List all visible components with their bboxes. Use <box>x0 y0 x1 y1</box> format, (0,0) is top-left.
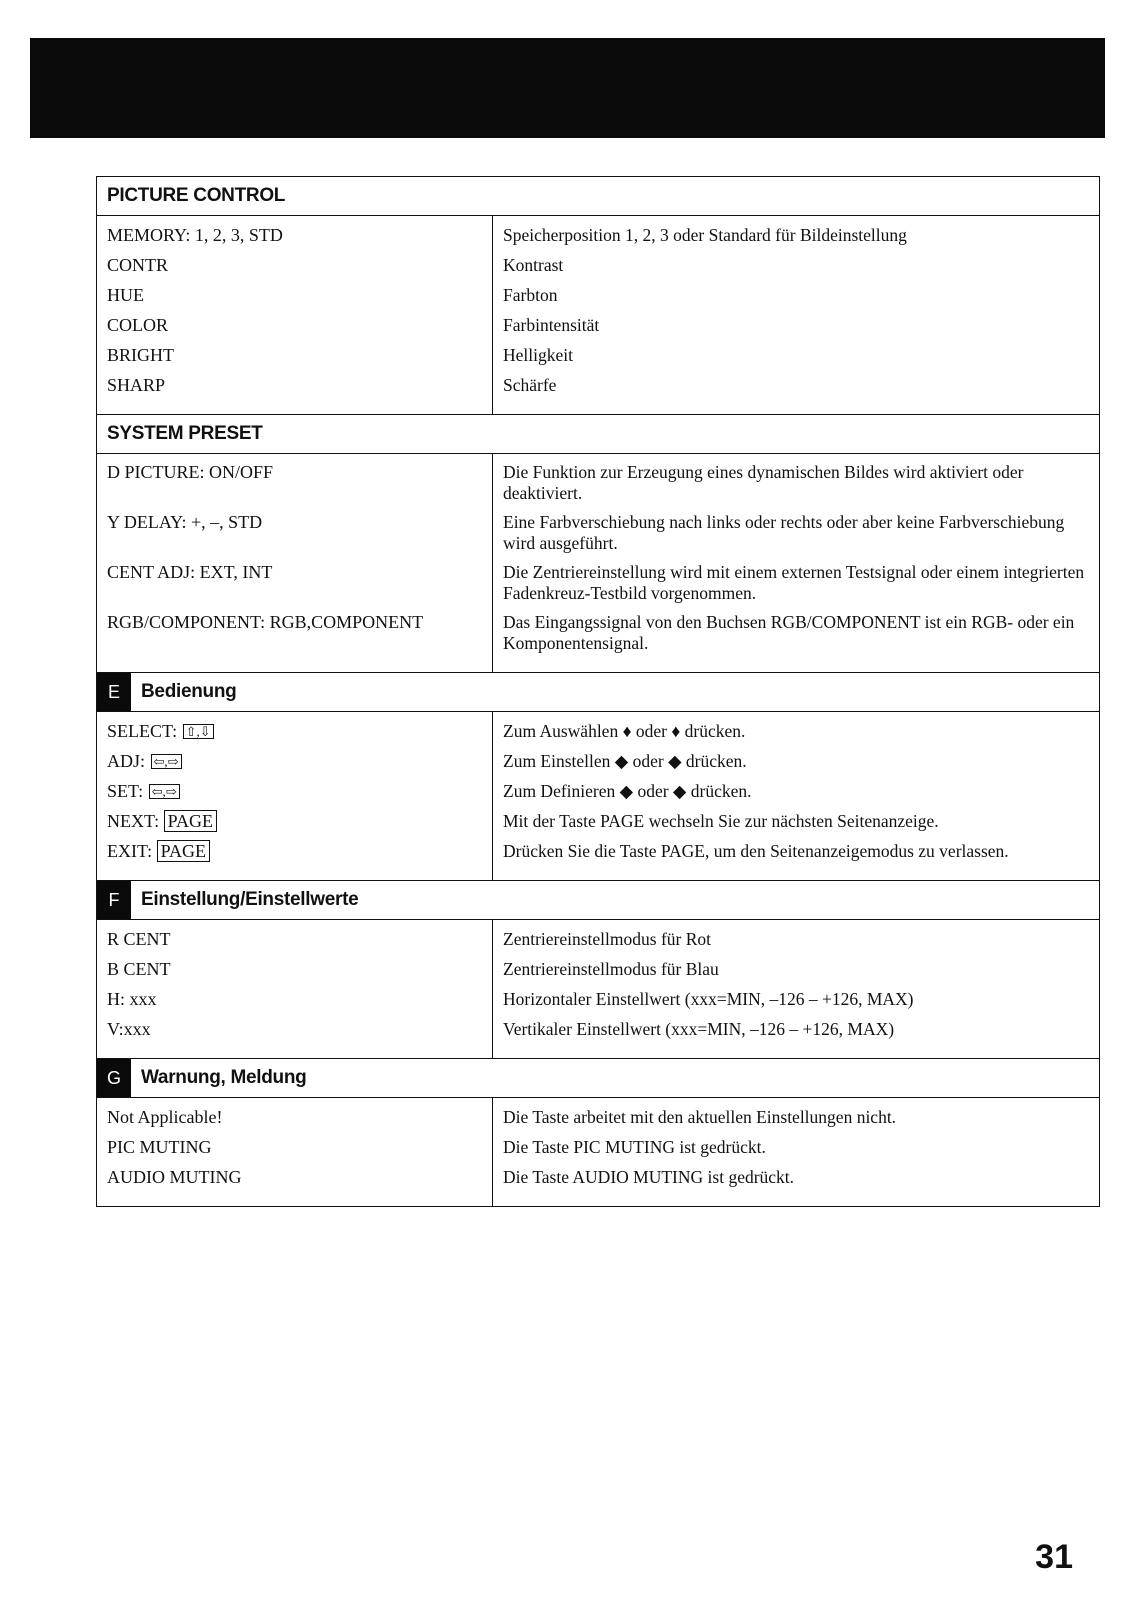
row-description: Helligkeit <box>503 345 573 365</box>
row-description: Das Eingangssignal von den Buchsen RGB/COMPONENT ist ein RGB- oder ein Komponentensignal. <box>503 612 1075 653</box>
row-description: Schärfe <box>503 375 557 395</box>
section-title: Warnung, Meldung <box>141 1067 307 1088</box>
left-right-keys-icon: ⇦,⇨ <box>151 754 182 769</box>
section-title: Bedienung <box>141 681 237 702</box>
manual-table <box>96 176 1100 1207</box>
row-description: Kontrast <box>503 255 564 275</box>
row-label: COLOR <box>107 315 169 335</box>
row-label <box>107 720 492 750</box>
page-key-icon: PAGE <box>157 840 210 862</box>
section-title: SYSTEM PRESET <box>107 423 263 444</box>
row-label: HUE <box>107 285 144 305</box>
row-label <box>107 840 492 870</box>
description-column <box>493 454 1099 672</box>
row-description: Zum Einstellen ◆ oder ◆ drücken. <box>503 751 747 771</box>
section-letter: G <box>97 1059 131 1097</box>
row-label: D PICTURE: ON/OFF <box>107 462 274 482</box>
section-rows <box>97 454 1099 672</box>
row-description: Farbintensität <box>503 315 600 335</box>
description-column <box>493 920 1099 1058</box>
row-label-text: ADJ: <box>107 751 146 771</box>
left-right-keys-icon: ⇦,⇨ <box>149 784 180 799</box>
row-description: Speicherposition 1, 2, 3 oder Standard für Bildeinstellung <box>503 225 907 245</box>
section-letter: E <box>97 673 131 711</box>
label-column <box>97 216 493 414</box>
row-description: Mit der Taste PAGE wechseln Sie zur nächsten Seitenanzeige. <box>503 811 939 831</box>
row-label: R CENT <box>107 929 171 949</box>
section-picture-control <box>96 176 1100 414</box>
page-number: 31 <box>1035 1538 1073 1576</box>
row-description: Farbton <box>503 285 558 305</box>
row-label-text: EXIT: <box>107 841 153 861</box>
row-label: H: xxx <box>107 989 157 1009</box>
row-label: BRIGHT <box>107 345 174 365</box>
row-label: Not Applicable! <box>107 1107 223 1127</box>
section-bedienung <box>96 672 1100 880</box>
row-description: Die Zentriereinstellung wird mit einem externen Testsignal oder einem integrierten Fadenkreuz-Testbild vorgenommen. <box>503 562 1085 603</box>
row-description: Eine Farbverschiebung nach links oder rechts oder aber keine Farbverschiebung wird ausgeführt. <box>503 512 1065 553</box>
row-label-text: NEXT: <box>107 811 160 831</box>
section-header <box>97 177 1099 216</box>
row-label: Y DELAY: +, –, STD <box>107 512 263 532</box>
row-label <box>107 780 492 810</box>
description-column <box>493 1098 1099 1206</box>
row-label: RGB/COMPONENT: RGB,COMPONENT <box>107 612 424 632</box>
section-einstellung <box>96 880 1100 1058</box>
row-description: Drücken Sie die Taste PAGE, um den Seitenanzeigemodus zu verlassen. <box>503 841 1009 861</box>
section-header <box>97 673 1099 712</box>
section-rows <box>97 920 1099 1058</box>
section-header <box>97 881 1099 920</box>
description-column <box>493 712 1099 880</box>
label-column <box>97 920 493 1058</box>
section-rows <box>97 712 1099 880</box>
row-label: PIC MUTING <box>107 1137 212 1157</box>
section-system-preset <box>96 414 1100 672</box>
row-description: Zentriereinstellmodus für Blau <box>503 959 719 979</box>
row-label <box>107 810 492 840</box>
header-bar <box>30 38 1105 138</box>
row-label: AUDIO MUTING <box>107 1167 242 1187</box>
description-column <box>493 216 1099 414</box>
row-label-text: SELECT: <box>107 721 178 741</box>
section-rows <box>97 1098 1099 1206</box>
row-description: Die Funktion zur Erzeugung eines dynamischen Bildes wird aktiviert oder deaktiviert. <box>503 462 1024 503</box>
label-column <box>97 712 493 880</box>
row-label: SHARP <box>107 375 166 395</box>
row-label: CENT ADJ: EXT, INT <box>107 562 273 582</box>
row-label: MEMORY: 1, 2, 3, STD <box>107 225 283 245</box>
row-description: Die Taste PIC MUTING ist gedrückt. <box>503 1137 766 1157</box>
up-down-keys-icon: ⇧,⇩ <box>183 724 214 739</box>
section-title: PICTURE CONTROL <box>107 185 286 206</box>
row-description: Zentriereinstellmodus für Rot <box>503 929 712 949</box>
row-description: Vertikaler Einstellwert (xxx=MIN, –126 – +126, MAX) <box>503 1019 895 1039</box>
label-column <box>97 454 493 672</box>
section-header <box>97 415 1099 454</box>
row-description: Zum Auswählen ♦ oder ♦ drücken. <box>503 721 746 741</box>
row-label: B CENT <box>107 959 171 979</box>
row-description: Die Taste AUDIO MUTING ist gedrückt. <box>503 1167 795 1187</box>
section-rows <box>97 216 1099 414</box>
row-label: V:xxx <box>107 1019 151 1039</box>
row-label <box>107 750 492 780</box>
label-column <box>97 1098 493 1206</box>
row-description: Die Taste arbeitet mit den aktuellen Einstellungen nicht. <box>503 1107 897 1127</box>
row-description: Horizontaler Einstellwert (xxx=MIN, –126 – +126, MAX) <box>503 989 914 1009</box>
section-letter: F <box>97 881 131 919</box>
section-header <box>97 1059 1099 1098</box>
section-title: Einstellung/Einstellwerte <box>141 889 359 910</box>
section-warnung <box>96 1058 1100 1207</box>
row-label-text: SET: <box>107 781 144 801</box>
row-description: Zum Definieren ◆ oder ◆ drücken. <box>503 781 752 801</box>
page-key-icon: PAGE <box>164 810 217 832</box>
row-label: CONTR <box>107 255 169 275</box>
